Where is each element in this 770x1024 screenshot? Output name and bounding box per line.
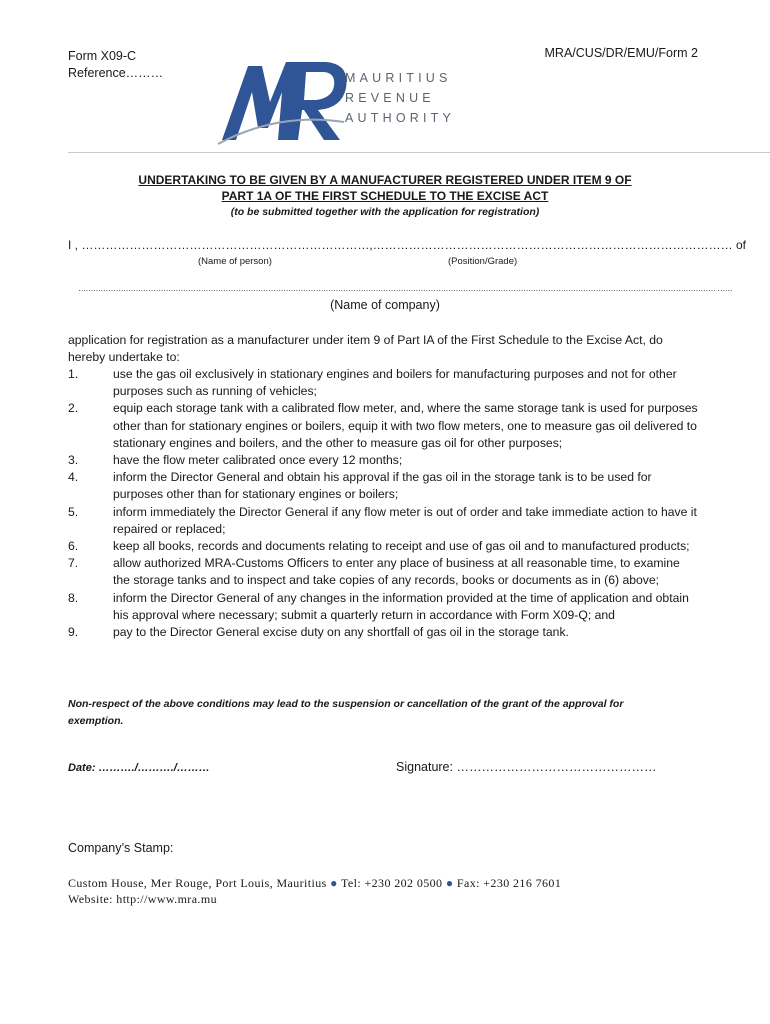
footer-website: Website: http://www.mra.mu xyxy=(68,892,217,906)
item-number: 4. xyxy=(68,470,79,485)
item-text: use the gas oil exclusively in stationary engines and boilers for manufacturing purposes and not for other purposes such as running of vehicles; xyxy=(113,367,677,399)
bullet-icon: ● xyxy=(330,876,338,890)
item-text: have the flow meter calibrated once every 12 months; xyxy=(113,453,403,468)
item-text: equip each storage tank with a calibrated flow meter, and, where the same storage tank is used for purposes other than for stationary engines or boilers, equip it with two flow meters, one to measure gas oil delivered to stationary engines and boilers, and the other to measure gas oil for other purposes; xyxy=(113,401,698,450)
header-divider xyxy=(68,152,770,153)
item-number: 6. xyxy=(68,539,79,554)
document-subtitle: (to be submitted together with the application for registration) xyxy=(230,206,540,218)
list-item xyxy=(68,624,700,641)
item-number: 1. xyxy=(68,367,79,381)
item-number: 3. xyxy=(68,453,79,468)
document-title xyxy=(68,172,702,204)
logo-line-2: REVENUE xyxy=(345,91,435,105)
list-item xyxy=(68,504,700,538)
footer-address: Custom House, Mer Rouge, Port Louis, Mauritius xyxy=(68,876,327,890)
item-number: 8. xyxy=(68,590,79,605)
form-code: MRA/CUS/DR/EMU/Form 2 xyxy=(544,46,698,60)
logo-line-3: AUTHORITY xyxy=(345,111,456,125)
item-text: inform the Director General and obtain his approval if the gas oil in the storage tank is to be used for purposes other than for stationary engines or boilers; xyxy=(113,470,652,502)
list-item xyxy=(68,555,700,589)
undertaking-list xyxy=(68,366,700,641)
company-stamp-label: Company’s Stamp: xyxy=(68,841,174,855)
title-line-1: UNDERTAKING TO BE GIVEN BY A MANUFACTURER REGISTERED UNDER ITEM 9 OF xyxy=(138,173,632,187)
footer-contact xyxy=(68,875,561,907)
item-number: 2. xyxy=(68,401,79,416)
list-item xyxy=(68,452,700,469)
name-position-line: I , ………………………………………………………………,……………………………………………………………………………… of xyxy=(68,238,747,252)
item-text: inform the Director General of any changes in the information provided at the time of application and obtain his approval where necessary; submit a quarterly return in accordance with Form X09-Q; and xyxy=(113,590,689,622)
date-field: Date: ………./………./……… xyxy=(68,762,210,774)
name-caption: (Name of person) xyxy=(198,256,272,267)
company-line: ………………………………………………………………………………………………………………………………………………………………………………………………………………………………… …… xyxy=(78,284,733,293)
item-number: 5. xyxy=(68,504,79,519)
form-header-left xyxy=(68,48,163,82)
item-number: 7. xyxy=(68,556,79,571)
bullet-icon: ● xyxy=(445,876,454,890)
item-text: keep all books, records and documents relating to receipt and use of gas oil and to manufactured products; xyxy=(113,539,690,554)
title-line-2: PART 1A OF THE FIRST SCHEDULE TO THE EXCISE ACT xyxy=(221,189,549,203)
item-text: allow authorized MRA-Customs Officers to enter any place of business at all reasonable time, to examine the storage tanks and to inspect and take copies of any records, books or documents as in (6) above; xyxy=(113,556,680,588)
form-id: Form X09-C xyxy=(68,49,137,63)
list-item xyxy=(68,538,700,555)
undertaking-intro: application for registration as a manufacturer under item 9 of Part IA of the First Schedule to the Excise Act, do hereby undertake to: xyxy=(68,333,663,365)
list-item xyxy=(68,590,700,624)
list-item xyxy=(68,469,700,503)
item-number: 9. xyxy=(68,625,79,640)
logo-wordmark xyxy=(345,68,455,128)
reference-field: Reference……… xyxy=(68,66,164,80)
footer-fax: Fax: +230 216 7601 xyxy=(456,876,562,890)
list-item xyxy=(68,366,700,400)
footer-tel: Tel: +230 202 0500 xyxy=(340,876,443,890)
conditions-warning: Non-respect of the above conditions may lead to the suspension or cancellation of the grant of the approval for exemption. xyxy=(68,698,624,727)
list-item xyxy=(68,400,700,452)
signature-field: Signature: ………………………………………… xyxy=(396,760,657,774)
company-caption: (Name of company) xyxy=(330,298,440,312)
item-text: pay to the Director General excise duty on any shortfall of gas oil in the storage tank. xyxy=(113,625,569,640)
logo-line-1: MAURITIUS xyxy=(345,71,452,85)
item-text: inform immediately the Director General if any flow meter is out of order and take immediate action to have it repaired or replaced; xyxy=(113,504,697,536)
position-caption: (Position/Grade) xyxy=(448,256,518,267)
